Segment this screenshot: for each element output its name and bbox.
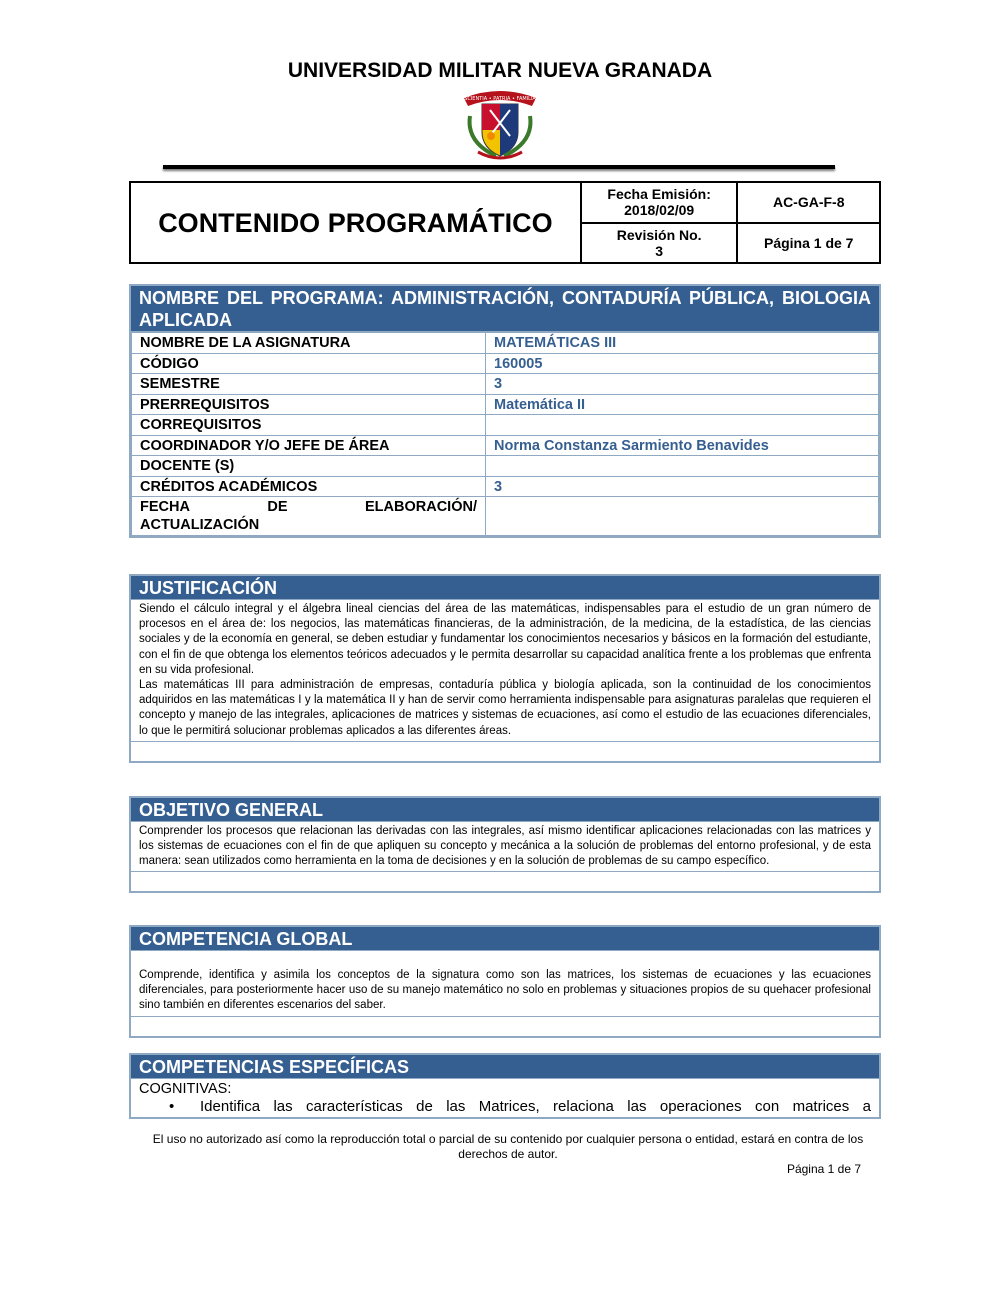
list-item-text: Identifica las características de las Matrices, relaciona las operaciones con matrices a xyxy=(200,1098,871,1115)
objetivo-body: Comprender los procesos que relacionan las derivadas con las integrales, así mismo identificar aplicaciones relacionadas con las matrices y los sistemas de ecuaciones con el fin de que apliquen su concepto y mecánica a la solución de problemas del entorno profesional, y de esta manera: sean utilizados como herramienta en la toma de decisiones y en la solución de problemas de su campo específico. xyxy=(139,825,871,868)
footer-page-number: Página 1 de 7 xyxy=(786,1162,861,1176)
row-value: 3 xyxy=(486,374,879,395)
row-label: DOCENTE (S) xyxy=(132,456,486,477)
row-value: 3 xyxy=(486,476,879,497)
program-section xyxy=(129,284,881,538)
fecha-word: ELABORACIÓN/ xyxy=(365,499,477,515)
table-row xyxy=(132,333,879,354)
justificacion-heading: JUSTIFICACIÓN xyxy=(131,576,879,600)
row-value: MATEMÁTICAS III xyxy=(486,333,879,354)
competencia-global-heading: COMPETENCIA GLOBAL xyxy=(131,927,879,951)
program-info-table xyxy=(131,332,879,536)
copyright-note: El uso no autorizado así como la reproducción total o parcial de su contenido por cualquier persona o entidad, estará en contra de los derechos de autor. xyxy=(152,1132,864,1161)
objetivo-section xyxy=(129,796,881,893)
empty-row xyxy=(131,741,879,761)
program-heading: NOMBRE DEL PROGRAMA: ADMINISTRACIÓN, CONTADURÍA PÚBLICA, BIOLOGIA APLICADA xyxy=(131,286,879,332)
row-label: CORREQUISITOS xyxy=(132,415,486,436)
header-page-number: Página 1 de 7 xyxy=(737,223,880,264)
document-title: CONTENIDO PROGRAMÁTICO xyxy=(130,182,581,263)
list-item xyxy=(131,1098,879,1115)
row-label: SEMESTRE xyxy=(132,374,486,395)
justificacion-paragraph-1: Siendo el cálculo integral y el álgebra lineal ciencias del área de las matemáticas, indispensables para el estudio de un gran número de procesos en el área de: los negocios, las matemáticas financieras, de la administración, de la medicina, de la estadística, de las ciencias sociales y de la economía en general, se deben estudiar y fundamentar los conocimientos necesarios y básicos en la formación del estudiante, con el fin de que obtenga los elementos teóricos adecuados y le permita desarrollar su capacidad analítica frente a los problemas que enfrenta en su vida profesional. xyxy=(139,603,871,676)
table-row xyxy=(132,456,879,477)
justificacion-paragraph-2: Las matemáticas III para administración de empresas, contaduría pública y biología aplicada, son la continuidad de los conocimientos adquiridos en las matemáticas I y la matemática II y han de servir como herramienta indispensable para asignaturas paralelas que requieren el concepto y manejo de las integrales, aplicaciones de matrices y sistemas de ecuaciones, así como el estudio de las ecuaciones diferenciales, lo que le permitirá solucionar problemas aplicados a las diferentes áreas. xyxy=(139,679,871,737)
row-value xyxy=(486,497,879,536)
justificacion-body xyxy=(131,600,879,741)
row-label: COORDINADOR Y/O JEFE DE ÁREA xyxy=(132,435,486,456)
cognitivas-label: COGNITIVAS: xyxy=(139,1081,232,1097)
fecha-word: DE xyxy=(267,499,288,515)
table-row xyxy=(132,435,879,456)
bullet-icon: • xyxy=(169,1098,175,1115)
row-label-fecha xyxy=(132,497,486,536)
competencias-especificas-heading: COMPETENCIAS ESPECÍFICAS xyxy=(131,1055,879,1079)
competencia-global-body: Comprende, identifica y asimila los conceptos de la signatura como son las matrices, los sistemas de ecuaciones y las ecuaciones diferenciales, para posteriormente hacer uso de su manejo matemático no solo en problemas y situaciones propios de su quehacer profesional sino también en diferentes escenarios del saber. xyxy=(139,969,871,1012)
objetivo-heading: OBJETIVO GENERAL xyxy=(131,798,879,822)
row-value xyxy=(486,456,879,477)
document-header-table xyxy=(129,181,881,264)
issue-date-value: 2018/02/09 xyxy=(624,202,695,219)
fecha-word-line2: ACTUALIZACIÓN xyxy=(140,517,260,533)
university-title: UNIVERSIDAD MILITAR NUEVA GRANADA xyxy=(287,59,713,82)
issue-date-label: Fecha Emisión: xyxy=(607,186,711,203)
issue-date-cell xyxy=(581,182,738,223)
row-value xyxy=(486,415,879,436)
row-label: CÓDIGO xyxy=(132,353,486,374)
row-value: 160005 xyxy=(486,353,879,374)
fecha-word: FECHA xyxy=(140,499,190,515)
empty-row xyxy=(131,871,879,891)
document-code: AC-GA-F-8 xyxy=(737,182,880,223)
revision-cell xyxy=(581,223,738,264)
row-value: Norma Constanza Sarmiento Benavides xyxy=(486,435,879,456)
row-label: PRERREQUISITOS xyxy=(132,394,486,415)
table-row xyxy=(132,394,879,415)
crest-motto: SCIENTIA • PATRIA • FAMILIA xyxy=(464,96,536,102)
revision-label: Revisión No. xyxy=(616,226,702,243)
table-row xyxy=(132,476,879,497)
header-rule xyxy=(163,165,835,169)
competencias-especificas-section xyxy=(129,1053,881,1119)
revision-value: 3 xyxy=(655,242,664,259)
university-crest-logo xyxy=(456,86,544,162)
row-label: NOMBRE DE LA ASIGNATURA xyxy=(132,333,486,354)
table-row xyxy=(132,353,879,374)
justificacion-section xyxy=(129,574,881,763)
table-row xyxy=(132,374,879,395)
table-row xyxy=(132,415,879,436)
table-row xyxy=(132,497,879,536)
empty-row xyxy=(131,1016,879,1036)
row-label: CRÉDITOS ACADÉMICOS xyxy=(132,476,486,497)
competencia-global-section xyxy=(129,925,881,1038)
row-value: Matemática II xyxy=(486,394,879,415)
